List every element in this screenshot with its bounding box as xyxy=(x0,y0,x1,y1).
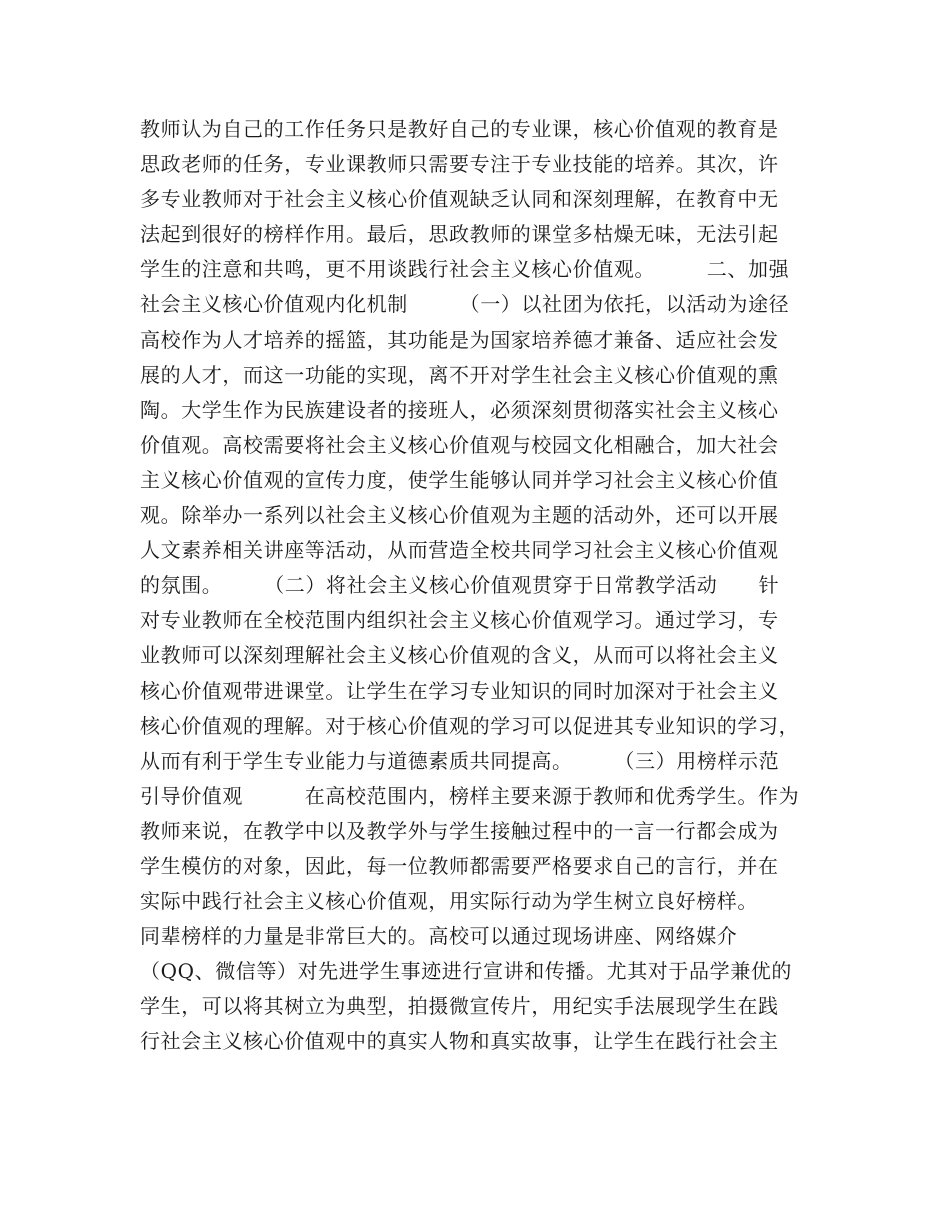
text-line: 多专业教师对于社会主义核心价值观缺乏认同和深刻理解，在教育中无 xyxy=(140,187,779,212)
text-line: 核心价值观带进课堂。让学生在学习专业知识的同时加深对于社会主义 xyxy=(140,678,779,703)
text-line: 学生，可以将其树立为典型，拍摄微宣传片，用纪实手法展现学生在践 xyxy=(140,994,779,1019)
text-line: 从而有利于学生专业能力与道德素质共同提高。 （三）用榜样示范 xyxy=(140,748,780,773)
text-line: 引导价值观 在高校范围内，榜样主要来源于教师和优秀学生。作为 xyxy=(140,783,800,808)
text-line: 学生的注意和共鸣，更不用谈践行社会主义核心价值观。 二、加强 xyxy=(140,257,790,282)
text-line: 实际中践行社会主义核心价值观，用实际行动为学生树立良好榜样。 xyxy=(140,889,758,914)
text-line: 教师认为自己的工作任务只是教好自己的专业课，核心价值观的教育是 xyxy=(140,117,779,141)
text-line: 核心价值观的理解。对于核心价值观的学习可以促进其专业知识的学习， xyxy=(140,713,800,738)
text-line: 高校作为人才培养的摇篮，其功能是为国家培养德才兼备、适应社会发 xyxy=(140,327,779,352)
body-text xyxy=(140,112,840,1060)
text-line: 思政老师的任务，专业课教师只需要专注于专业技能的培养。其次，许 xyxy=(140,152,779,177)
text-line: 对专业教师在全校范围内组织社会主义核心价值观学习。通过学习，专 xyxy=(140,608,779,633)
text-line: 行社会主义核心价值观中的真实人物和真实故事，让学生在践行社会主 xyxy=(140,1029,779,1054)
text-line: 社会主义核心价值观内化机制 （一）以社团为依托，以活动为途径 xyxy=(140,292,790,317)
text-line: 主义核心价值观的宣传力度，使学生能够认同并学习社会主义核心价值 xyxy=(140,467,779,492)
text-line: 法起到很好的榜样作用。最后，思政教师的课堂多枯燥无味，无法引起 xyxy=(140,222,779,247)
text-line: 的氛围。 （二）将社会主义核心价值观贯穿于日常教学活动 针 xyxy=(140,573,780,598)
text-line: 观。除举办一系列以社会主义核心价值观为主题的活动外，还可以开展 xyxy=(140,503,779,528)
text-line: 业教师可以深刻理解社会主义核心价值观的含义，从而可以将社会主义 xyxy=(140,643,779,668)
text-line: 教师来说，在教学中以及教学外与学生接触过程中的一言一行都会成为 xyxy=(140,818,779,843)
text-line: 学生模仿的对象，因此，每一位教师都需要严格要求自己的言行，并在 xyxy=(140,853,779,878)
text-line: 展的人才，而这一功能的实现，离不开对学生社会主义核心价值观的熏 xyxy=(140,362,779,387)
text-line: 人文素养相关讲座等活动，从而营造全校共同学习社会主义核心价值观 xyxy=(140,538,779,563)
text-line: 同辈榜样的力量是非常巨大的。高校可以通过现场讲座、网络媒介 xyxy=(140,924,738,949)
text-line: 陶。大学生作为民族建设者的接班人，必须深刻贯彻落实社会主义核心 xyxy=(140,397,779,422)
text-line: 价值观。高校需要将社会主义核心价值观与校园文化相融合，加大社会 xyxy=(140,432,779,457)
text-line: （QQ、微信等）对先进学生事迹进行宣讲和传播。尤其对于品学兼优的 xyxy=(140,959,792,984)
